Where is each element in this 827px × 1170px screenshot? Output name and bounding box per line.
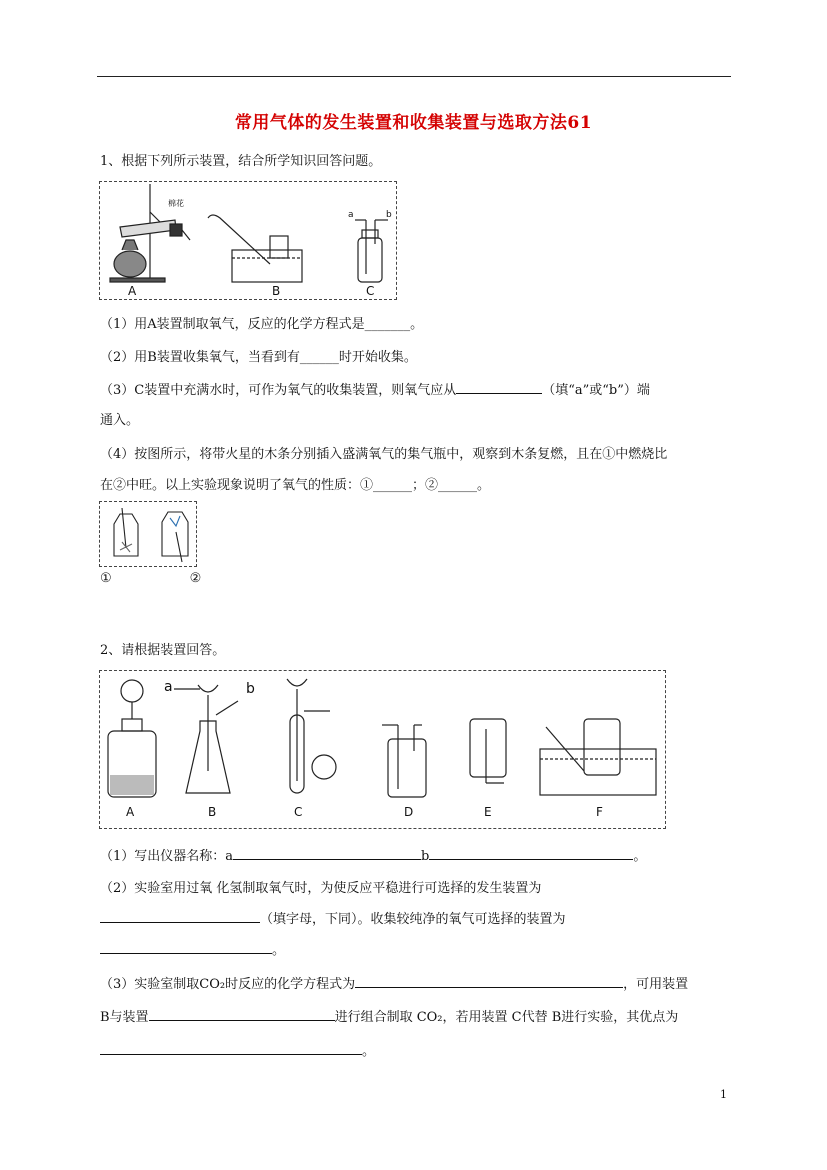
q1-part4-cont: 在②中旺。以上实验现象说明了氧气的性质：①______；②______。 [100,478,491,493]
fig1-label-c: C [366,284,375,298]
page-number: 1 [720,1088,727,1101]
q1-part3-cont: 通入。 [100,413,140,428]
fig1-label-port-b: b [386,210,392,220]
q1-figure [99,181,397,300]
bottle-drawing [100,502,196,566]
q1-bottle-figure [99,501,197,567]
q1-part4: （4）按图所示，将带火星的木条分别插入盛满氧气的集气瓶中，观察到木条复燃，且在①中燃烧比 [100,447,668,462]
q2-part1: （1）写出仪器名称：a b 。 [100,849,647,864]
q2-part2: （2）实验室用过氧 化氢制取氧气时，为使反应平稳进行可选择的发生装置为 [100,881,542,896]
q1-figure-marks: ① ② [100,571,202,586]
q2-stem: 2、请根据装置回答。 [100,643,226,658]
q2-part2-cont: （填字母，下同）。收集较纯净的氧气可选择的装置为 [100,908,566,927]
fig1-label-a: A [128,284,137,298]
q2-figure [99,670,666,829]
fig2-label-c: C [294,805,303,819]
fig2-label-b: B [208,805,217,819]
q1-part1: （1）用A装置制取氧气，反应的化学方程式是_______。 [100,317,424,332]
q1-part2: （2）用B装置收集氧气，当看到有______时开始收集。 [100,350,417,365]
page-title: 常用气体的发生装置和收集装置与选取方法61 [234,113,593,133]
fig2-label-f: F [596,805,603,819]
q2-part3-end: 。 [100,1040,375,1059]
q1-stem: 1、根据下列所示装置，结合所学知识回答问题。 [100,154,382,169]
fig1-label-cotton: 棉花 [168,199,184,208]
fig1-label-port-a: a [348,210,354,220]
q1-apparatus-drawing [100,182,396,299]
fig2-label-port-a: a [164,679,173,695]
q2-apparatus-drawing [100,671,665,828]
q1-part3: （3）C装置中充满水时，可作为氧气的收集装置，则氧气应从 （填“a”或“b”）端 [100,383,650,398]
header-rule [97,76,731,77]
fig2-label-a: A [126,805,135,819]
fig2-label-port-b: b [246,681,255,697]
fig2-label-d: D [404,805,414,819]
q2-part2-end: 。 [100,939,285,958]
q2-part3: （3）实验室制取CO₂时反应的化学方程式为 ，可用装置 [100,977,689,992]
fig2-label-e: E [484,805,492,819]
q2-part3-cont: B与装置 进行组合制取 CO₂，若用装置 C代替 B进行实验，其优点为 [100,1010,679,1025]
fig1-label-b: B [272,284,281,298]
